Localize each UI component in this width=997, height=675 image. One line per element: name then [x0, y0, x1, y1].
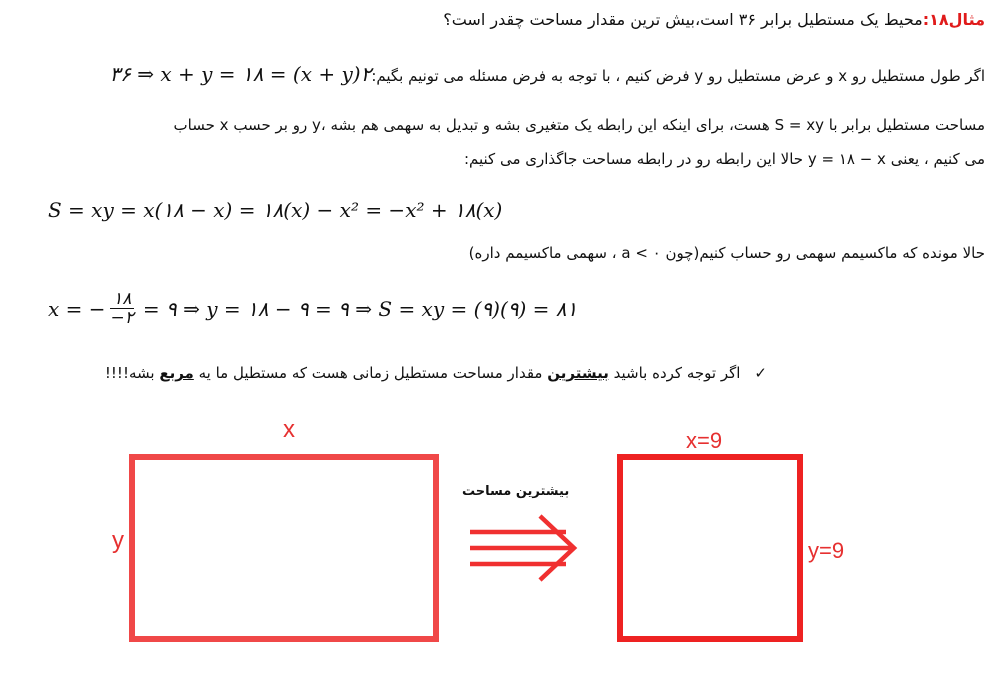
left-rectangle — [132, 457, 436, 639]
implies-arrow — [470, 516, 574, 580]
right-y-label: y=9 — [808, 538, 845, 563]
assumption-text: اگر طول مستطیل رو x و عرض مستطیل رو y فرض کنیم ، با توجه به فرض مسئله می تونیم بگیم: — [371, 67, 985, 85]
arrow-caption: بیشترین مساحت — [462, 484, 570, 499]
vertex-right: = ۹ ⇒ y = ۱۸ − ۹ = ۹ ⇒ S = xy = (۹)(۹) = ۸۱ — [142, 296, 578, 321]
left-x-label: x — [283, 416, 295, 443]
fraction-denominator: −۲ — [110, 308, 134, 328]
fraction-numerator: ۱۸ — [110, 290, 134, 309]
maximum-text: حالا مونده که ماکسیمم سهمی رو حساب کنیم(چون a < ۰ ، سهمی ماکسیمم داره) — [468, 244, 985, 262]
note-pre: اگر توجه کرده باشید — [608, 364, 741, 382]
note-mid: مقدار مساحت مستطیل زمانی هست که مستطیل ما یه — [193, 364, 548, 382]
example-question: محیط یک مستطیل برابر ۳۶ است،بیش ترین مقدار مساحت چقدر است؟ — [443, 10, 923, 29]
area-equation: S = xy = x(۱۸ − x) = ۱۸(x) − x² = −x² + ۱۸(x) — [48, 198, 503, 222]
vertex-left: x = − — [48, 296, 106, 321]
check-icon: ✓ — [754, 364, 767, 382]
note-emphasis-most: بیشترین — [547, 364, 609, 382]
example-label: مثال۱۸: — [922, 10, 985, 29]
perimeter-equation: ۲(x + y) = ۳۶ ⇒ x + y = ۱۸ — [109, 62, 372, 86]
right-x-label: x=9 — [686, 428, 723, 453]
note-emphasis-square: مربع — [159, 364, 194, 382]
maximum-line — [469, 244, 985, 262]
note-post: بشه!!!! — [104, 364, 160, 382]
right-square — [620, 457, 800, 639]
vertex-fraction — [108, 290, 137, 327]
substitute-line — [464, 150, 985, 168]
assumption-line — [109, 62, 985, 86]
example-title — [443, 10, 985, 29]
area-text: مساحت مستطیل برابر با S = xy هست، برای اینکه این رابطه یک متغیری بشه و تبدیل به سهمی هم بشه ،y رو بر حسب x حساب — [173, 116, 985, 134]
substitute-text: می کنیم ، یعنی y = ۱۸ − x حالا این رابطه رو در رابطه مساحت جاگذاری می کنیم: — [463, 150, 985, 168]
vertex-equation — [48, 290, 577, 327]
area-line — [174, 116, 985, 134]
left-y-label: y — [112, 527, 124, 554]
note-line — [105, 364, 767, 382]
